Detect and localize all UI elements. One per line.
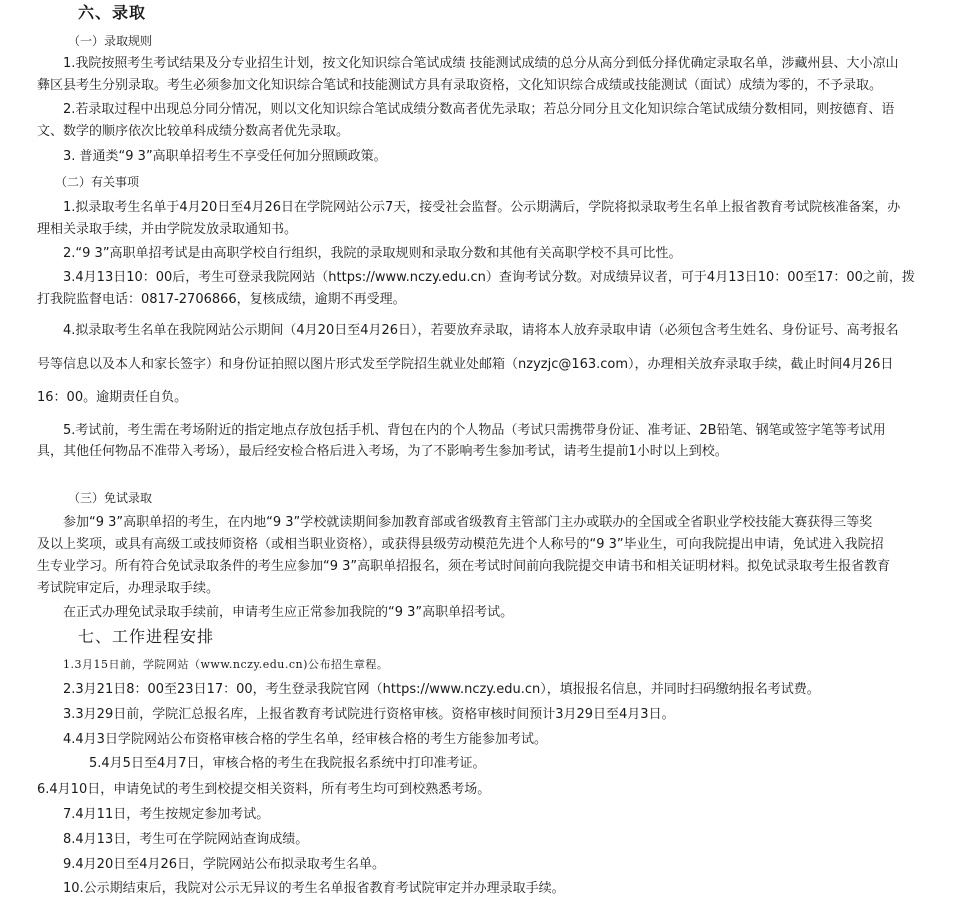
paragraph-line: 生专业学习。所有符合免试录取条件的考生应参加“9 3”高职单招报名，须在考试时间前向我院提交申请书和相关证明材料。拟免试录取考生报省教育 bbox=[37, 559, 891, 574]
section-6-heading: 六、录取 bbox=[78, 3, 147, 22]
section-7-heading: 七、工作进程安排 bbox=[78, 627, 215, 646]
paragraph-line: 彝区县考生分别录取。考生必须参加文化知识综合笔试和技能测试方具有录取资格，文化知识综合成绩或技能测试（面试）成绩为零的，不予录取。 bbox=[37, 78, 883, 93]
schedule-item: 4.4月3日学院网站公布资格审核合格的学生名单，经审核合格的考生方能参加考试。 bbox=[63, 732, 547, 747]
subsection-related-matters-title: （二）有关事项 bbox=[55, 175, 140, 189]
paragraph-line: 2.若录取过程中出现总分同分情况，则以文化知识综合笔试成绩分数高者优先录取；若总分同分且文化知识综合笔试成绩分数相同，则按德育、语 bbox=[63, 102, 895, 117]
paragraph-line: 文、数学的顺序依次比较单科成绩分数高者优先录取。 bbox=[37, 124, 350, 139]
paragraph-line: 1.拟录取考生名单于4月20日至4月26日在学院网站公示7天，接受社会监督。公示期满后，学院将拟录取考生名单上报省教育考试院核准备案，办 bbox=[63, 200, 901, 215]
paragraph-line: 参加“9 3”高职单招的考生，在内地“9 3”学校就读期间参加教育部或省级教育主管部门主办或联办的全国或全省职业学校技能大赛获得三等奖 bbox=[63, 515, 873, 530]
paragraph-line: 3.4月13日10：00后，考生可登录我院网站（https://www.nczy.edu.cn）查询考试分数。对成绩异议者，可于4月13日10：00至17：00之前，拨 bbox=[63, 270, 915, 285]
schedule-item: 9.4月20日至4月26日，学院网站公布拟录取考生名单。 bbox=[63, 857, 386, 872]
paragraph-line: 2.“9 3”高职单招考试是由高职学校自行组织，我院的录取规则和录取分数和其他有关高职学校不具可比性。 bbox=[63, 246, 682, 261]
paragraph-line: 及以上奖项，或具有高级工或技师资格（或相当职业资格），或获得县级劳动模范先进个人称号的“9 3”毕业生，可向我院提出申请，免试进入我院招 bbox=[37, 537, 884, 552]
paragraph-line: 1.我院按照考生考试结果及分专业招生计划，按文化知识综合笔试成绩 技能测试成绩的总分从高分到低分择优确定录取名单，涉藏州县、大小凉山 bbox=[63, 56, 899, 71]
schedule-item: 8.4月13日，考生可在学院网站查询成绩。 bbox=[63, 832, 309, 847]
subsection-exemption-title: （三）免试录取 bbox=[68, 491, 153, 505]
paragraph-line: 号等信息以及本人和家长签字）和身份证拍照以图片形式发至学院招生就业处邮箱（nzyzjc@163.com），办理相关放弃录取手续，截止时间4月26日 bbox=[37, 357, 894, 372]
schedule-item: 7.4月11日，考生按规定参加考试。 bbox=[63, 807, 270, 822]
paragraph-line: 5.考试前，考生需在考场附近的指定地点存放包括手机、背包在内的个人物品（考试只需携带身份证、准考证、2B铅笔、钢笔或签字笔等考试用 bbox=[63, 423, 886, 438]
schedule-item: 2.3月21日8：00至23日17：00，考生登录我院官网（https://www.nczy.edu.cn），填报报名信息，并同时扫码缴纳报名考试费。 bbox=[63, 682, 820, 697]
paragraph-line: 理相关录取手续，并由学院发放录取通知书。 bbox=[37, 222, 298, 237]
paragraph-line: 4.拟录取考生名单在我院网站公示期间（4月20日至4月26日），若要放弃录取，请将本人放弃录取申请（必须包含考生姓名、身份证号、高考报名 bbox=[63, 323, 899, 338]
paragraph-line: 16：00。逾期责任自负。 bbox=[37, 390, 188, 405]
paragraph-line: 在正式办理免试录取手续前，申请考生应正常参加我院的“9 3”高职单招考试。 bbox=[63, 605, 514, 620]
paragraph-line: 具，其他任何物品不准带入考场），最后经安检合格后进入考场，为了不影响考生参加考试，请考生提前1小时以上到校。 bbox=[37, 444, 728, 459]
schedule-item: 10.公示期结束后，我院对公示无异议的考生名单报省教育考试院审定并办理录取手续。 bbox=[63, 881, 565, 896]
subsection-admission-rules-title: （一）录取规则 bbox=[68, 34, 153, 48]
schedule-item: 1.3月15日前，学院网站（www.nczy.edu.cn)公布招生章程。 bbox=[63, 658, 389, 671]
paragraph-line: 考试院审定后，办理录取手续。 bbox=[37, 581, 220, 596]
paragraph-line: 3. 普通类“9 3”高职单招考生不享受任何加分照顾政策。 bbox=[63, 149, 387, 164]
schedule-item: 3.3月29日前，学院汇总报名库，上报省教育考试院进行资格审核。资格审核时间预计3月29日至4月3日。 bbox=[63, 707, 675, 722]
schedule-item: 6.4月10日，申请免试的考生到校提交相关资料，所有考生均可到校熟悉考场。 bbox=[37, 782, 491, 797]
schedule-item: 5.4月5日至4月7日，审核合格的考生在我院报名系统中打印准考证。 bbox=[89, 756, 486, 771]
paragraph-line: 打我院监督电话：0817-2706866，复核成绩，逾期不再受理。 bbox=[37, 292, 406, 307]
